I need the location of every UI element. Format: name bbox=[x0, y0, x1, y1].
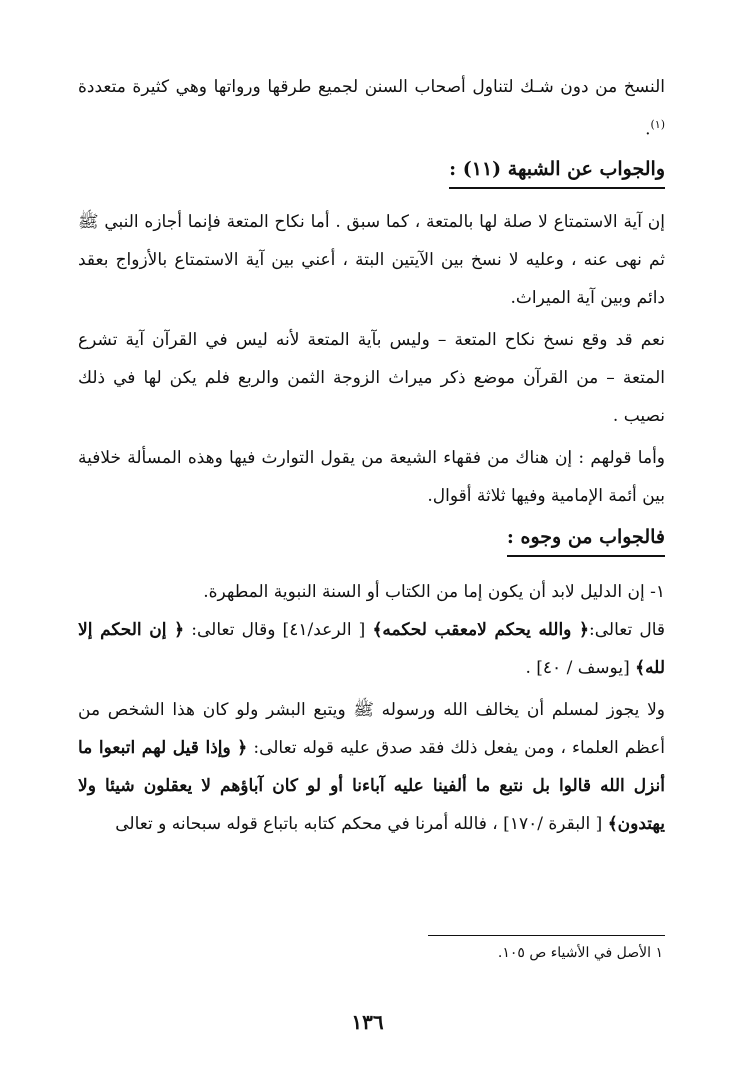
paragraph-answer: إن آية الاستمتاع لا صلة لها بالمتعة ، كما سبق . أما نكاح المتعة فإنما أجازه النبي ﷺ ثم نهى عنه ، وعليه لا نسخ بين الآيتين البتة ، أعني بين آية الاستمتاع بالأزواج بعقد دائم وبين آية الميراث. bbox=[78, 211, 665, 308]
verse-reference: [ الرعد/٤١] وقال تعالى: bbox=[184, 619, 373, 640]
heading-wrapper bbox=[78, 151, 665, 189]
paragraph-verses: قال تعالى:﴿ والله يحكم لامعقب لحكمه﴾ [ الرعد/٤١] وقال تعالى: ﴿ إن الحكم إلا لله﴾ [يوسف / ٤٠] . bbox=[78, 619, 665, 678]
quran-verse: ﴿ والله يحكم لامعقب لحكمه﴾ bbox=[372, 619, 590, 640]
heading-wrapper bbox=[78, 519, 665, 557]
paragraph-abrogation: نعم قد وقع نسخ نكاح المتعة – وليس بآية المتعة لأنه ليس في القرآن آية تشرع المتعة – من القرآن موضع ذكر ميراث الزوجة الثمن والربع فلم يكن لها في ذلك نصيب . bbox=[78, 329, 665, 426]
quran-verse: ﴿ إن الحكم إلا لله﴾ bbox=[78, 619, 665, 678]
footnote-reference[interactable]: (١) bbox=[650, 118, 665, 131]
paragraph-text: النسخ من دون شـك لتناول أصحاب السنن لجميع طرقها ورواتها وهي كثيرة متعددة bbox=[78, 77, 665, 97]
section-heading-aspects: فالجواب من وجوه : bbox=[507, 519, 665, 557]
paragraph-continuation: النسخ من دون شـك لتناول أصحاب السنن لجميع طرقها ورواتها وهي كثيرة متعددة $^{(١)}$. bbox=[78, 77, 665, 140]
footnote-divider bbox=[428, 935, 665, 936]
paragraph-objection: وأما قولهم : إن هناك من فقهاء الشيعة من يقول التوارث فيها وهذه المسألة خلافية بين أئمة الإمامية وفيها ثلاثة أقوال. bbox=[78, 447, 665, 506]
verse-reference: [يوسف / ٤٠] . bbox=[525, 657, 636, 678]
section-heading-answer: والجواب عن الشبهة (١١) : bbox=[449, 151, 665, 189]
paragraph-point-one: ١- إن الدليل لابد أن يكون إما من الكتاب أو السنة النبوية المطهرة. bbox=[203, 581, 665, 602]
page-number: ١٣٦ bbox=[351, 1010, 384, 1034]
paragraph-obedience: ولا يجوز لمسلم أن يخالف الله ورسوله ﷺ ويتبع البشر ولو كان هذا الشخص من أعظم العلماء ، ومن يفعل ذلك فقد صدق عليه قوله تعالى: ﴿ وإذا قيل لهم اتبعوا ما أنزل الله قالوا بل نتبع ما ألفينا عليه آباءنا أو لو كان آباؤهم لا يعقلون شيئا ولا يهتدون﴾ [ البقرة /١٧٠] ، فالله أمرنا في محكم كتابه باتباع قوله سبحانه و تعالى bbox=[78, 699, 665, 834]
footnote: ١ الأصل في الأشياء ص ١٠٥. bbox=[497, 945, 663, 961]
quran-verse: ﴿ وإذا قيل لهم اتبعوا ما أنزل الله قالوا بل نتبع ما ألفينا عليه آباءنا أو لو كان آباؤهم لا يعقلون شيئا ولا يهتدون﴾ bbox=[78, 737, 665, 834]
